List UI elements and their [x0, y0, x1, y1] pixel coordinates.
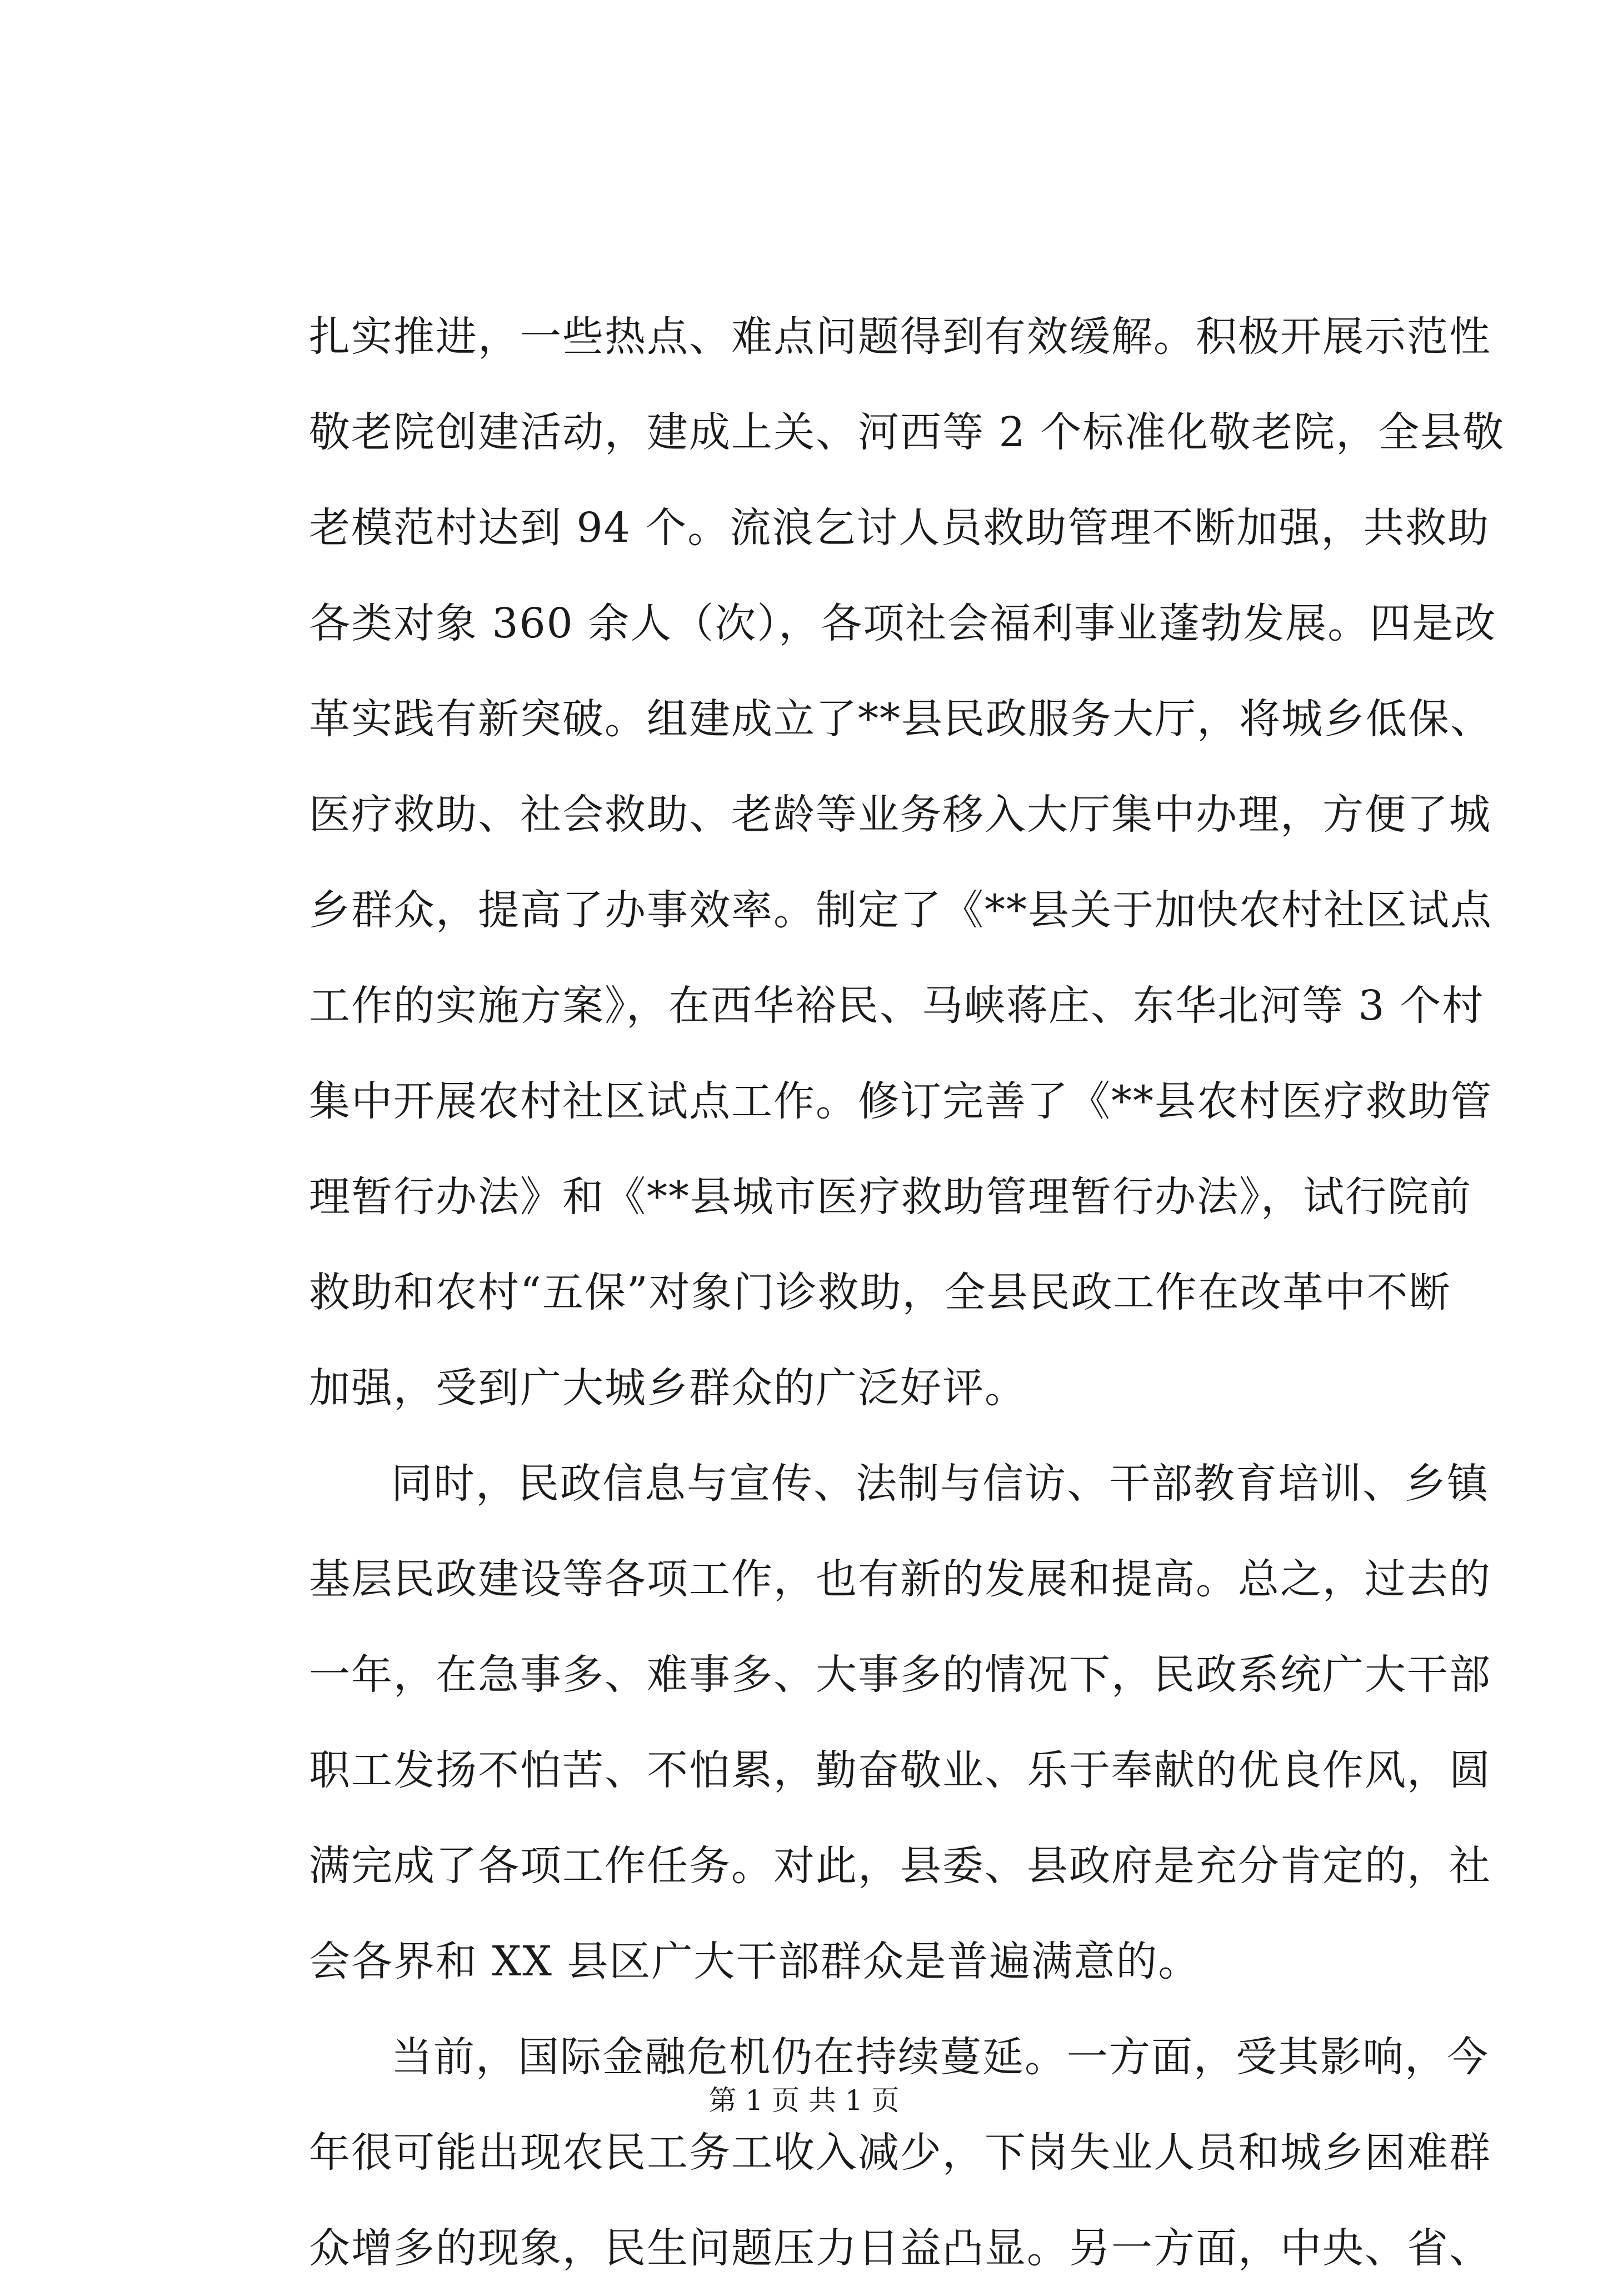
text-line: 当前，国际金融危机仍在持续蔓延。一方面，受其影响，今	[391, 2033, 1489, 2081]
text-line: 医疗救助、社会救助、老龄等业务移入大厅集中办理，方便了城	[309, 791, 1491, 838]
text-line: 工作的实施方案》，在西华裕民、马峡蒋庄、东华北河等 3 个村	[309, 982, 1485, 1030]
text-line: 基层民政建设等各项工作，也有新的发展和提高。总之，过去的	[309, 1555, 1491, 1603]
text-line: 理暂行办法》和《**县城市医疗救助管理暂行办法》，试行院前	[309, 1173, 1472, 1221]
page-number-footer: 第 1 页 共 1 页	[708, 2084, 900, 2117]
text-line: 会各界和 XX 县区广大干部群众是普遍满意的。	[309, 1938, 1201, 1985]
text-line: 年很可能出现农民工务工收入减少，下岗失业人员和城乡困难群	[309, 2129, 1491, 2177]
text-line: 众增多的现象，民生问题压力日益凸显。另一方面，中央、省、	[309, 2224, 1491, 2272]
text-line: 革实践有新突破。组建成立了**县民政服务大厅，将城乡低保、	[309, 695, 1492, 743]
text-line: 扎实推进，一些热点、难点问题得到有效缓解。积极开展示范性	[309, 313, 1491, 361]
text-line: 加强，受到广大城乡群众的广泛好评。	[309, 1364, 1027, 1412]
text-line: 救助和农村“五保”对象门诊救助，全县民政工作在改革中不断	[309, 1269, 1451, 1316]
text-line: 敬老院创建活动，建成上关、河西等 2 个标准化敬老院，全县敬	[309, 408, 1505, 456]
text-line: 乡群众，提高了办事效率。制定了《**县关于加快农村社区试点	[309, 886, 1492, 934]
text-line: 同时，民政信息与宣传、法制与信访、干部教育培训、乡镇	[391, 1460, 1489, 1508]
text-line: 各类对象 360 余人（次），各项社会福利事业蓬勃发展。四是改	[309, 600, 1497, 647]
text-line: 老模范村达到 94 个。流浪乞讨人员救助管理不断加强，共救助	[309, 504, 1490, 552]
text-line: 集中开展农村社区试点工作。修订完善了《**县农村医疗救助管	[309, 1077, 1492, 1125]
text-line: 职工发扬不怕苦、不怕累，勤奋敬业、乐于奉献的优良作风，圆	[309, 1746, 1491, 1794]
text-line: 一年，在急事多、难事多、大事多的情况下，民政系统广大干部	[309, 1651, 1491, 1699]
text-line: 满完成了各项工作任务。对此，县委、县政府是充分肯定的，社	[309, 1842, 1491, 1890]
document-body	[309, 289, 1505, 2296]
